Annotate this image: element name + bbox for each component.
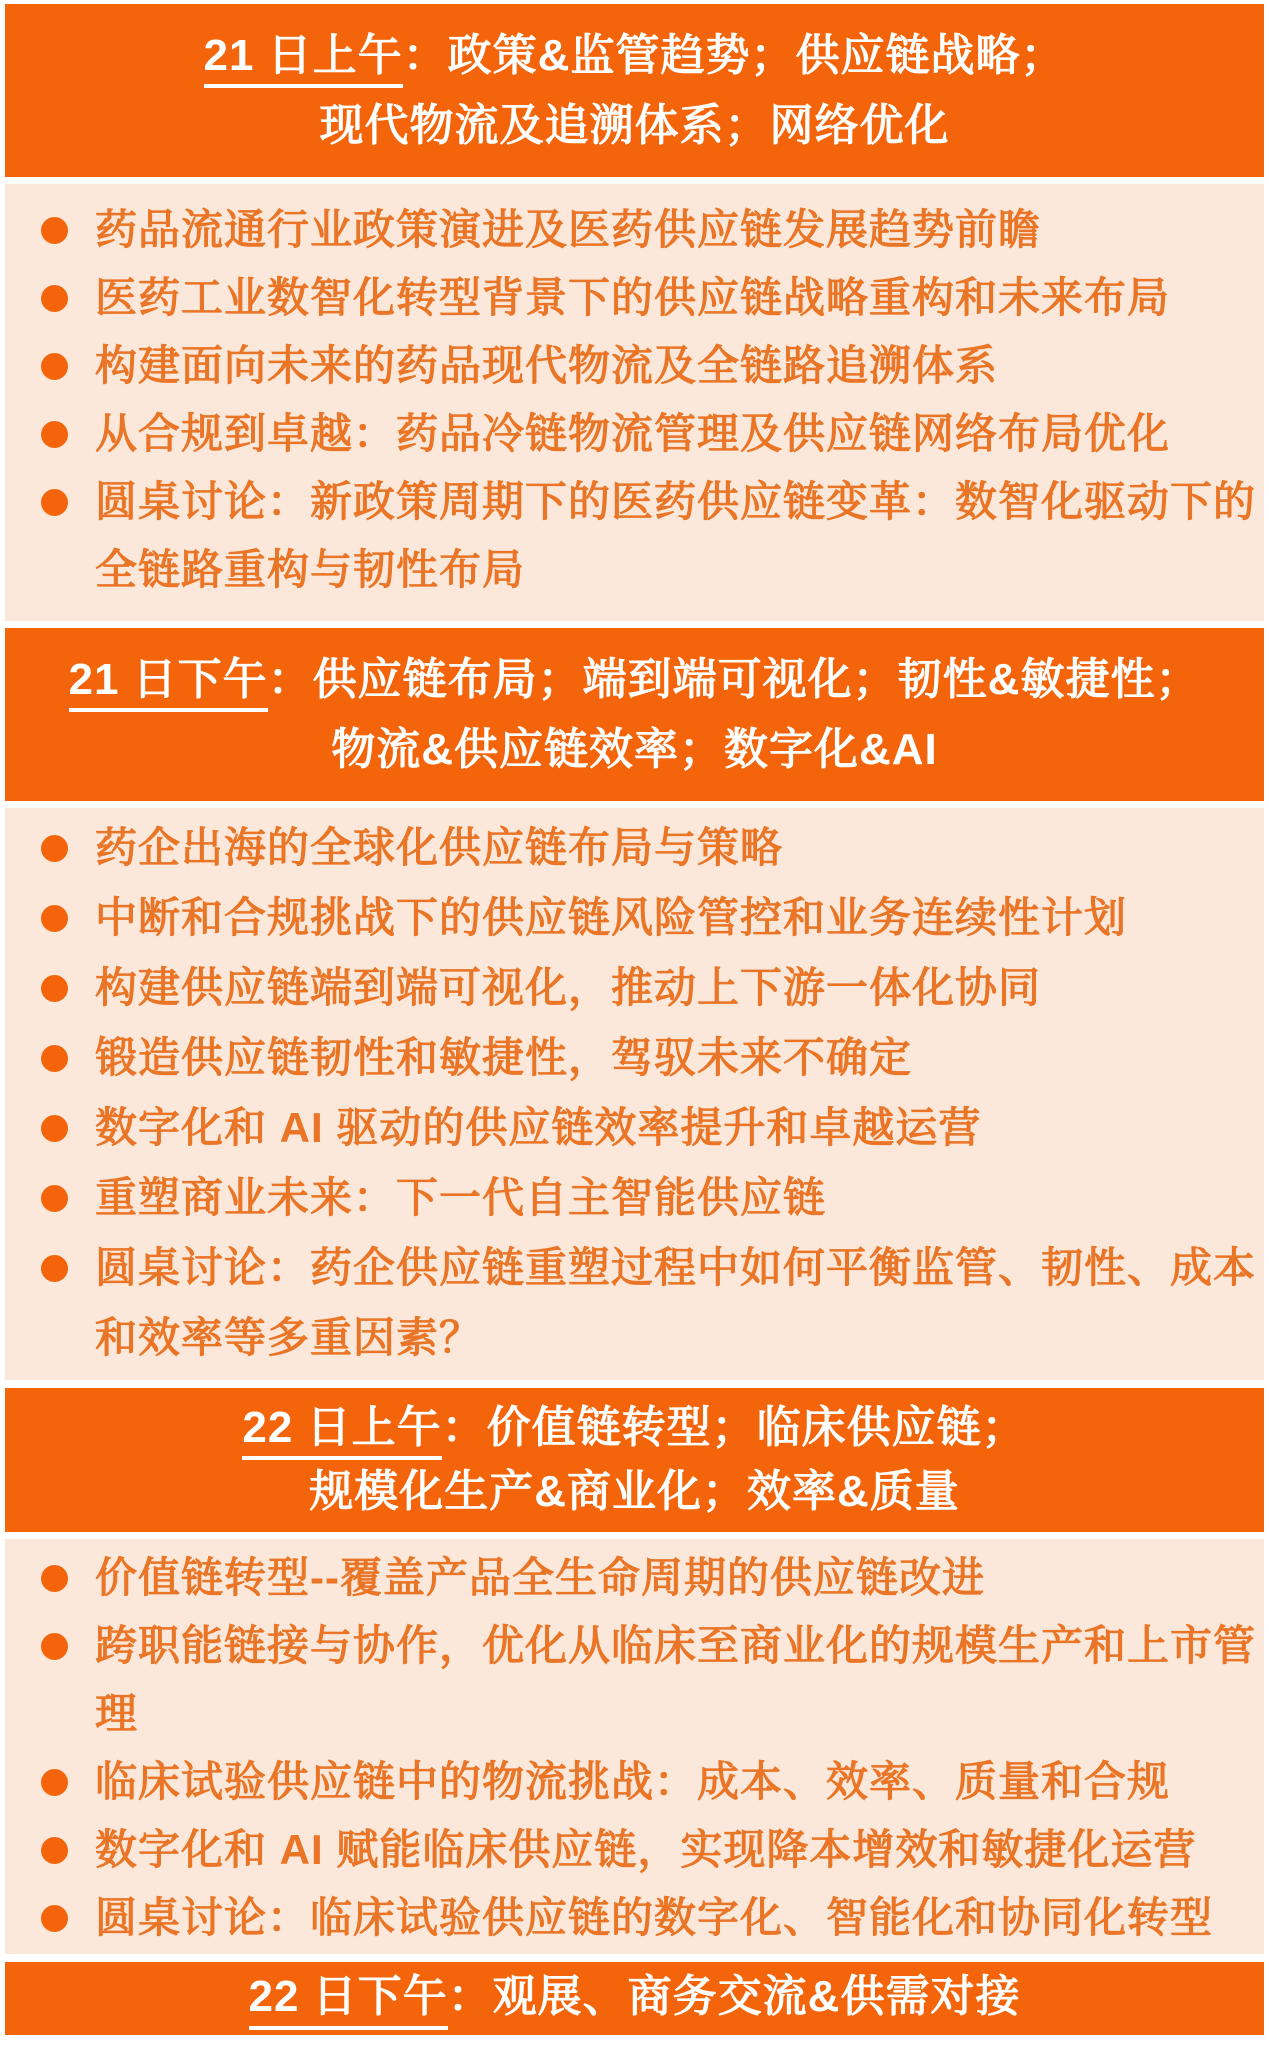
bullet-icon [41,1837,68,1864]
topic-text: 圆桌讨论：临床试验供应链的数字化、智能化和协同化转型 [95,1894,1214,1941]
session-date: 22 日上午 [242,1404,441,1460]
session-title-rest: ：供应链布局；端到端可视化；韧性&敏捷性； [267,654,1201,704]
topic-list-day21-morning [5,184,1264,621]
topic-item [41,1093,1259,1163]
session-header-day22-afternoon [5,1962,1264,2035]
topic-text: 构建供应链端到端可视化，推动上下游一体化协同 [95,964,1042,1011]
bullet-icon [41,1769,68,1796]
topic-item [41,1233,1259,1373]
topic-text: 圆桌讨论：药企供应链重塑过程中如何平衡监管、韧性、成本和效率等多重因素？ [95,1244,1257,1361]
session-title-line1 [5,1396,1264,1460]
session-date: 21 日下午 [69,656,268,712]
bullet-icon [41,1633,68,1660]
topic-item [41,400,1259,468]
session-title-line2: 规模化生产&商业化；效率&质量 [309,1467,960,1517]
topic-item [41,468,1259,604]
topic-item [41,332,1259,400]
topic-item [41,1884,1259,1952]
session-date: 21 日上午 [204,32,403,88]
topic-item [41,1816,1259,1884]
topic-item [41,813,1259,883]
bullet-icon [41,1565,68,1592]
bullet-icon [41,421,68,448]
bullet-icon [41,285,68,312]
topic-item [41,1612,1259,1748]
topic-item [41,1023,1259,1093]
session-header-day22-morning [5,1388,1264,1532]
bullet-icon [41,217,68,244]
session-title-line2: 物流&供应链效率；数字化&AI [331,724,938,774]
topic-text: 重塑商业未来：下一代自主智能供应链 [95,1174,827,1221]
session-header-day21-morning [5,4,1264,177]
session-title-line1 [5,21,1264,91]
bullet-icon [41,1905,68,1932]
session-title-rest: ：价值链转型；临床供应链； [441,1402,1027,1452]
topic-item [41,264,1259,332]
topic-item [41,953,1259,1023]
topic-text: 医药工业数智化转型背景下的供应链战略重构和未来布局 [95,274,1171,321]
bullet-icon [41,1115,68,1142]
topic-item [41,196,1259,264]
topic-item [41,1163,1259,1233]
topic-text: 药品流通行业政策演进及医药供应链发展趋势前瞻 [95,206,1042,253]
topic-text: 中断和合规挑战下的供应链风险管控和业务连续性计划 [95,894,1128,941]
topic-text: 数字化和 AI 驱动的供应链效率提升和卓越运营 [95,1104,982,1151]
session-title-line1 [5,645,1264,715]
session-title-line1 [5,1967,1264,2029]
bullet-icon [41,353,68,380]
topic-text: 临床试验供应链中的物流挑战：成本、效率、质量和合规 [95,1758,1171,1805]
topic-list-day21-afternoon [5,808,1264,1380]
bullet-icon [41,1045,68,1072]
topic-item [41,1748,1259,1816]
topic-text: 跨职能链接与协作，优化从临床至商业化的规模生产和上市管理 [95,1622,1257,1737]
bullet-icon [41,1255,68,1282]
bullet-icon [41,975,68,1002]
topic-text: 构建面向未来的药品现代物流及全链路追溯体系 [95,342,999,389]
session-header-day21-afternoon [5,628,1264,801]
topic-text: 圆桌讨论：新政策周期下的医药供应链变革：数智化驱动下的全链路重构与韧性布局 [95,478,1257,593]
session-title-rest: ：观展、商务交流&供需对接 [447,1972,1021,2022]
bullet-icon [41,835,68,862]
topic-list-day22-morning [5,1539,1264,1954]
topic-text: 价值链转型--覆盖产品全生命周期的供应链改进 [95,1554,985,1601]
topic-text: 锻造供应链韧性和敏捷性，驾驭未来不确定 [95,1034,913,1081]
session-title-line2: 现代物流及追溯体系；网络优化 [319,100,950,150]
topic-text: 从合规到卓越：药品冷链物流管理及供应链网络布局优化 [95,410,1171,457]
bullet-icon [41,489,68,516]
session-title-rest: ：政策&监管趋势；供应链战略； [402,30,1066,80]
topic-item [41,883,1259,953]
topic-item [41,1544,1259,1612]
topic-text: 数字化和 AI 赋能临床供应链，实现降本增效和敏捷化运营 [95,1826,1197,1873]
topic-text: 药企出海的全球化供应链布局与策略 [95,824,784,871]
session-date: 22 日下午 [249,1973,448,2029]
bullet-icon [41,905,68,932]
bullet-icon [41,1185,68,1212]
